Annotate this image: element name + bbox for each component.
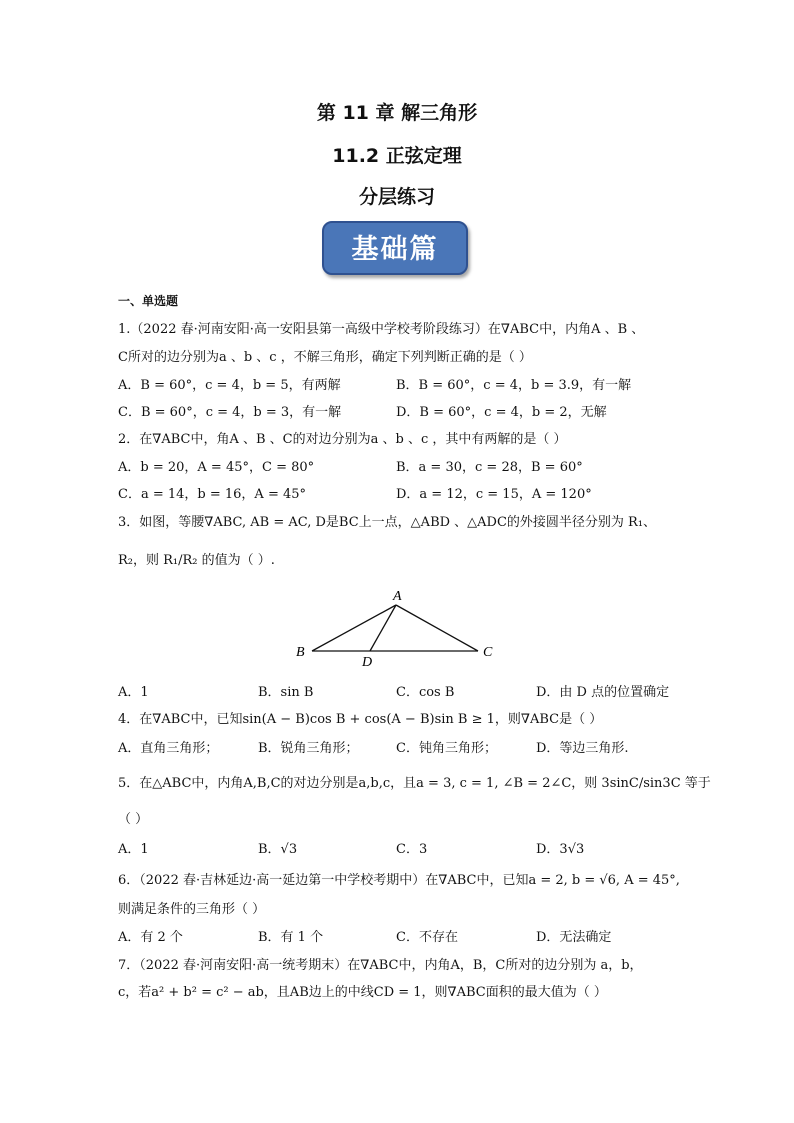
q7-stem-line1: 7．（2022 春·河南安阳·高一统考期末）在∇ABC中，内角A，B，C所对的边分别为 a，b， (118, 958, 643, 973)
q4-option-c: C．钝角三角形； (396, 741, 497, 756)
q1-option-c: C．B = 60°，c = 4，b = 3，有一解 (118, 405, 342, 420)
q6-option-c: C．不存在 (396, 930, 458, 945)
q3-option-c: C．cos B (396, 685, 455, 700)
part-heading: 一、单选题 (118, 294, 179, 308)
q1-stem-line2: C所对的边分别为a 、b 、c ，不解三角形，确定下列判断正确的是（ ） (118, 350, 532, 365)
q2-option-a: A．b = 20，A = 45°，C = 80° (118, 460, 315, 475)
q3-option-b: B．sin B (258, 685, 314, 700)
q6-option-d: D．无法确定 (536, 930, 612, 945)
subtitle: 分层练习 (358, 186, 435, 208)
level-badge: 基础篇 (322, 221, 468, 275)
q1-option-a: A．B = 60°，c = 4，b = 5，有两解 (118, 378, 341, 393)
segment-ac (396, 605, 478, 651)
q3-option-d: D．由 D 点的位置确定 (536, 685, 670, 700)
q2-stem-line1: 2．在∇ABC中，角A 、B 、C的对边分别为a 、b 、c ，其中有两解的是（ ） (118, 432, 567, 447)
label-b: B (296, 645, 305, 660)
q4-option-b: B．锐角三角形； (258, 741, 359, 756)
q5-stem-line1: 5．在△ABC中，内角A,B,C的对边分别是a,b,c，且a = 3, c = 1, ∠B = 2∠C，则 3sinC/sin3C 等于 (118, 776, 711, 791)
q5-option-c: C．3 (396, 842, 428, 857)
q1-stem-line1: 1.（2022 春·河南安阳·高一安阳县第一高级中学校考阶段练习）在∇ABC中，内角A 、B 、 (118, 322, 645, 337)
q1-option-b: B．B = 60°，c = 4，b = 3.9，有一解 (396, 378, 632, 393)
q6-option-a: A．有 2 个 (118, 930, 183, 945)
q4-stem-line1: 4．在∇ABC中，已知sin(A − B)cos B + cos(A − B)sin B ≥ 1，则∇ABC是（ ） (118, 712, 603, 727)
q4-option-a: A．直角三角形； (118, 741, 219, 756)
q5-stem-line2: （ ） (118, 812, 149, 827)
q3-stem-line2: R₂，则 R₁/R₂ 的值为（ ）. (118, 553, 275, 568)
q6-stem-line2: 则满足条件的三角形（ ） (118, 902, 266, 917)
q6-stem-line1: 6．（2022 春·吉林延边·高一延边第一中学校考期中）在∇ABC中，已知a = 2, b = √6, A = 45°, (118, 873, 680, 888)
q2-option-d: D．a = 12，c = 15，A = 120° (396, 487, 592, 502)
q5-option-b: B．√3 (258, 842, 298, 857)
q3-option-a: A．1 (118, 685, 149, 700)
chapter-title: 第 11 章 解三角形 (316, 102, 478, 124)
q5-option-a: A．1 (118, 842, 149, 857)
label-a: A (393, 589, 402, 604)
label-d: D (362, 655, 373, 670)
q4-option-d: D．等边三角形. (536, 741, 629, 756)
q5-option-d: D．3√3 (536, 842, 585, 857)
triangle-diagram (290, 585, 510, 670)
label-c: C (483, 645, 493, 660)
q1-option-d: D．B = 60°，c = 4，b = 2，无解 (396, 405, 607, 420)
q7-stem-line2: c，若a² + b² = c² − ab，且AB边上的中线CD = 1，则∇ABC面积的最大值为（ ） (118, 985, 607, 1000)
q2-option-c: C．a = 14，b = 16，A = 45° (118, 487, 307, 502)
q3-stem-line1: 3．如图，等腰∇ABC, AB = AC, D是BC上一点，△ABD 、△ADC的外接圆半径分别为 R₁、 (118, 515, 657, 530)
q2-option-b: B．a = 30，c = 28，B = 60° (396, 460, 583, 475)
q6-option-b: B．有 1 个 (258, 930, 324, 945)
section-title: 11.2 正弦定理 (332, 145, 462, 167)
